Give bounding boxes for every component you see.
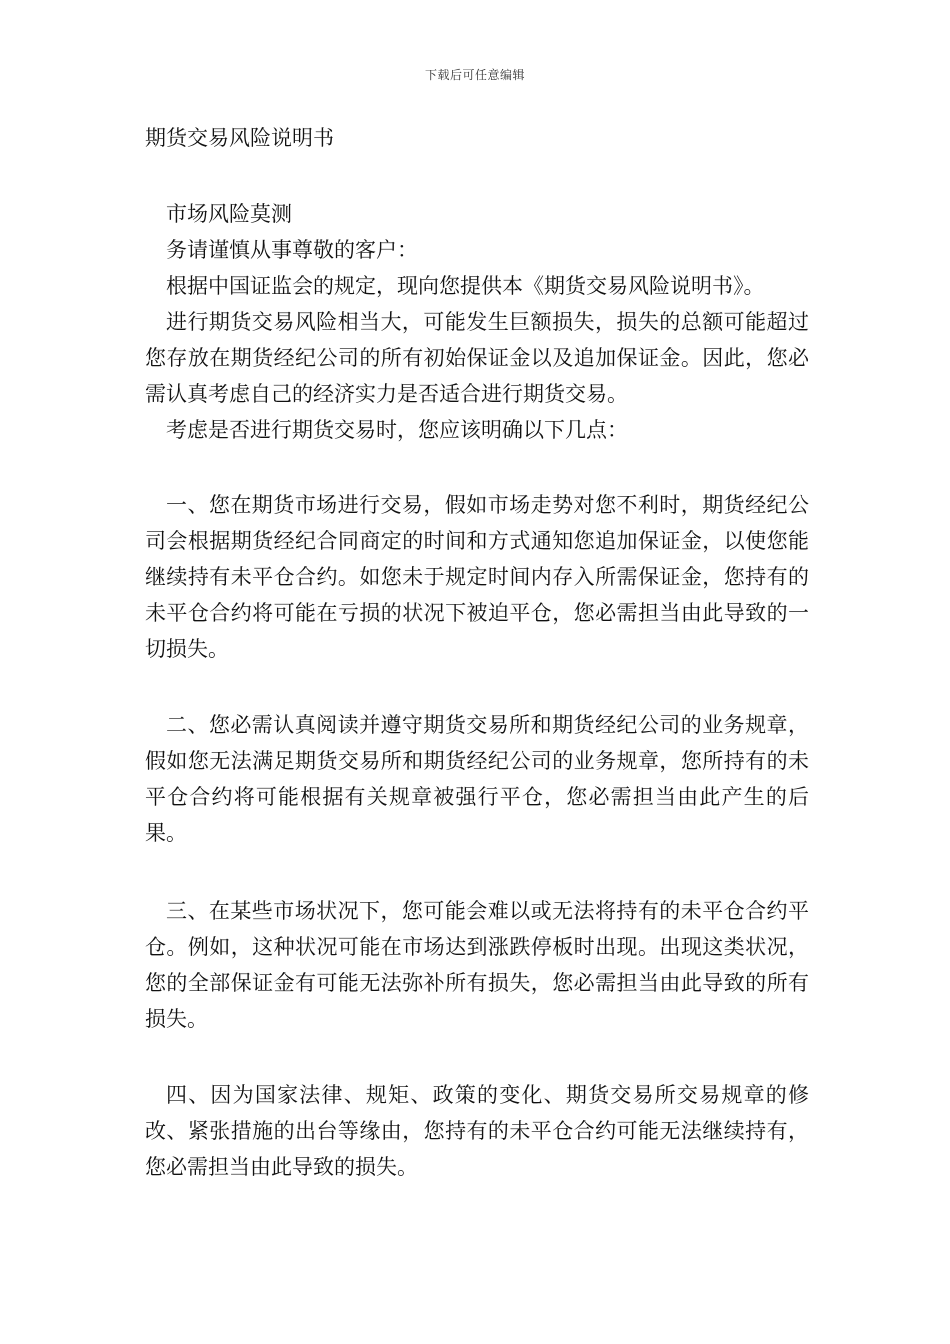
document-title: 期货交易风险说明书 bbox=[145, 126, 334, 150]
section-4 bbox=[145, 1077, 809, 1185]
section-1 bbox=[145, 487, 809, 667]
section-paragraph: 四、因为国家法律、规矩、政策的变化、期货交易所交易规章的修改、紧张措施的出台等缘由，您持有的未平仓合约可能无法继续持有，您必需担当由此导致的损失。 bbox=[145, 1083, 809, 1179]
intro-paragraph: 市场风险莫测 bbox=[166, 202, 292, 226]
section-2 bbox=[145, 707, 809, 851]
intro-block bbox=[145, 196, 809, 448]
section-paragraph: 一、您在期货市场进行交易，假如市场走势对您不利时，期货经纪公司会根据期货经纪合同商定的时间和方式通知您追加保证金，以使您能继续持有未平仓合约。如您未于规定时间内存入所需保证金，您持有的未平仓合约将可能在亏损的状况下被迫平仓，您必需担当由此导致的一切损失。 bbox=[145, 493, 809, 661]
section-paragraph: 二、您必需认真阅读并遵守期货交易所和期货经纪公司的业务规章，假如您无法满足期货交易所和期货经纪公司的业务规章，您所持有的未平仓合约将可能根据有关规章被强行平仓，您必需担当由此产生的后果。 bbox=[145, 713, 809, 845]
intro-paragraph: 根据中国证监会的规定，现向您提供本《期货交易风险说明书》。 bbox=[166, 274, 765, 298]
header-note: 下载后可任意编辑 bbox=[424, 68, 525, 82]
section-3 bbox=[145, 893, 809, 1037]
intro-paragraph: 务请谨慎从事尊敬的客户： bbox=[166, 238, 418, 262]
section-paragraph: 三、在某些市场状况下，您可能会难以或无法将持有的未平仓合约平仓。例如，这种状况可能在市场达到涨跌停板时出现。出现这类状况，您的全部保证金有可能无法弥补所有损失，您必需担当由此导致的所有损失。 bbox=[145, 899, 809, 1031]
intro-paragraph: 考虑是否进行期货交易时，您应该明确以下几点： bbox=[166, 418, 628, 442]
intro-paragraph: 进行期货交易风险相当大，可能发生巨额损失，损失的总额可能超过您存放在期货经纪公司的所有初始保证金以及追加保证金。因此，您必需认真考虑自己的经济实力是否适合进行期货交易。 bbox=[145, 310, 809, 406]
